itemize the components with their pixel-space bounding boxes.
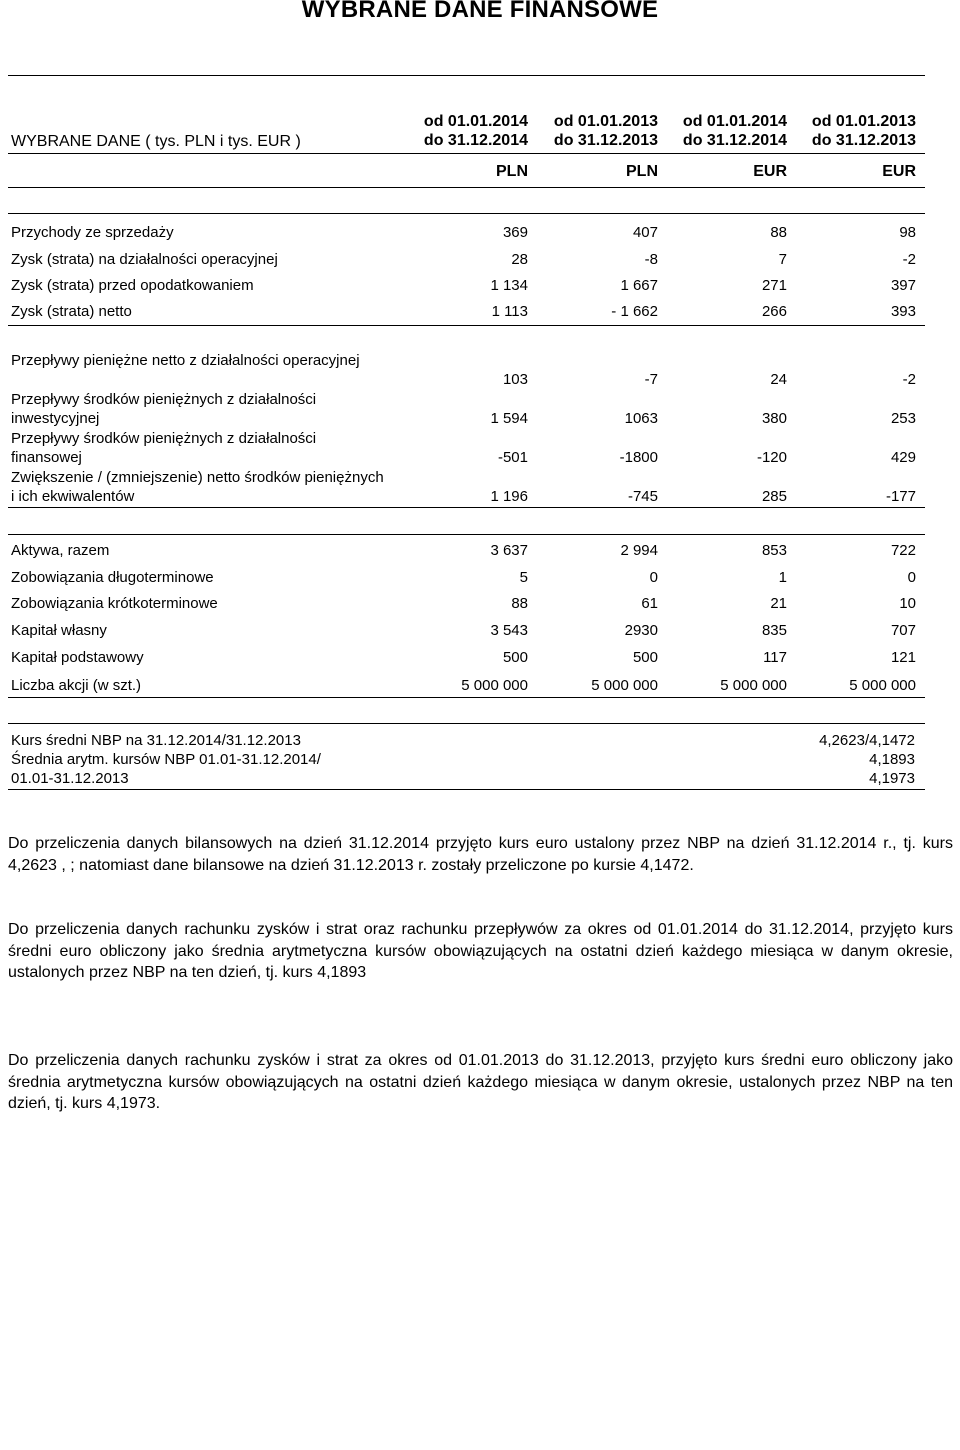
row-label: Zysk (strata) netto (11, 303, 132, 320)
cell-value: 429 (890, 449, 916, 466)
row-label: Przepływy środków pieniężnych z działalności finansowej (11, 430, 317, 466)
cell-value: 103 (502, 371, 528, 388)
cell-value: 117 (763, 649, 787, 666)
cell-value: -2 (902, 371, 916, 388)
table-row (11, 299, 925, 325)
cell-value: 0 (649, 569, 658, 586)
period-from: od 01.01.2014 (423, 113, 528, 130)
divider (8, 187, 925, 188)
divider (8, 507, 925, 508)
cell-value: 24 (770, 371, 787, 388)
row-label: Zobowiązania długoterminowe (11, 569, 214, 586)
rate-label: Kurs średni NBP na 31.12.2014/31.12.2013 (11, 732, 301, 749)
divider (8, 534, 925, 535)
cell-value: 98 (899, 224, 916, 241)
cell-value: 266 (761, 303, 787, 320)
period-header-4 (796, 112, 916, 150)
row-label: Zobowiązania krótkoterminowe (11, 595, 218, 612)
table-row (11, 618, 925, 644)
rate-label: 01.01-31.12.2013 (11, 770, 129, 787)
rate-value: 4,2623/4,1472 (819, 732, 915, 749)
cell-value: 88 (770, 224, 787, 241)
row-label: Kapitał własny (11, 622, 107, 639)
cell-value: 1063 (624, 410, 658, 427)
cell-value: 1 594 (490, 410, 528, 427)
cell-value: 2930 (624, 622, 658, 639)
cell-value: 28 (511, 251, 528, 268)
cell-value: 88 (511, 595, 528, 612)
period-from: od 01.01.2013 (553, 113, 658, 130)
cell-value: 500 (632, 649, 658, 666)
rate-value: 4,1973 (869, 770, 915, 787)
cell-value: 707 (890, 622, 916, 639)
cell-value: 393 (890, 303, 916, 320)
cell-value: 10 (899, 595, 916, 612)
row-label: Kapitał podstawowy (11, 649, 144, 666)
cell-value: 5 000 000 (720, 677, 787, 694)
cell-value: -120 (756, 449, 787, 466)
table-row (11, 390, 925, 430)
cell-value: -1800 (619, 449, 658, 466)
table-row (11, 220, 925, 246)
row-label: Zysk (strata) na działalności operacyjnej (11, 251, 278, 268)
currency-header-3: EUR (753, 163, 787, 180)
table-row (11, 468, 925, 508)
cell-value: 5 000 000 (849, 677, 916, 694)
divider (8, 213, 925, 214)
table-row (11, 247, 925, 273)
period-to: do 31.12.2014 (682, 132, 787, 149)
table-row (11, 591, 925, 617)
divider (8, 697, 925, 698)
period-header-2 (538, 112, 658, 150)
period-to: do 31.12.2013 (553, 132, 658, 149)
divider (8, 153, 925, 154)
row-label: Przepływy pieniężne netto z działalności operacyjnej (11, 352, 360, 369)
row-label: Przychody ze sprzedaży (11, 224, 174, 241)
row-label: Liczba akcji (w szt.) (11, 677, 142, 694)
cell-value: 397 (890, 277, 916, 294)
row-label: Zysk (strata) przed opodatkowaniem (11, 277, 254, 294)
cell-value: 21 (770, 595, 787, 612)
table-row (11, 565, 925, 591)
cell-value: -2 (902, 251, 916, 268)
table-row (11, 351, 925, 391)
rate-value: 4,1893 (869, 751, 915, 768)
cell-value: 1 113 (491, 303, 528, 320)
cell-value: 835 (761, 622, 787, 639)
cell-value: 1 667 (620, 277, 658, 294)
period-header-1 (408, 112, 528, 150)
table-header-label: WYBRANE DANE ( tys. PLN i tys. EUR ) (11, 133, 301, 150)
cell-value: 2 994 (620, 542, 658, 559)
cell-value: 1 196 (490, 488, 528, 505)
table-row (11, 538, 925, 564)
divider (8, 789, 925, 790)
row-label: Zwiększenie / (zmniejszenie) netto środków pieniężnych i ich ekwiwalentów (11, 469, 384, 505)
cell-value: 853 (761, 542, 787, 559)
cell-value: -177 (885, 488, 916, 505)
cell-value: 271 (761, 277, 787, 294)
cell-value: 500 (502, 649, 528, 666)
cell-value: 380 (761, 410, 787, 427)
period-from: od 01.01.2013 (811, 113, 916, 130)
divider (8, 723, 925, 724)
row-label: Przepływy środków pieniężnych z działalności inwestycyjnej (11, 391, 317, 427)
cell-value: 722 (890, 542, 916, 559)
period-header-3 (667, 112, 787, 150)
cell-value: 5 000 000 (461, 677, 528, 694)
cell-value: 5 000 000 (591, 677, 658, 694)
cell-value: 1 134 (490, 277, 528, 294)
cell-value: -7 (644, 371, 658, 388)
table-row (11, 645, 925, 671)
cell-value: - 1 662 (611, 303, 658, 320)
page-title: WYBRANE DANE FINANSOWE (301, 0, 659, 23)
table-row (11, 673, 925, 699)
rate-label: Średnia arytm. kursów NBP 01.01-31.12.2014/ (11, 751, 321, 768)
row-label: Aktywa, razem (11, 542, 110, 559)
currency-header-2: PLN (626, 163, 658, 180)
cell-value: 285 (761, 488, 787, 505)
period-to: do 31.12.2014 (423, 132, 528, 149)
cell-value: 5 (519, 569, 528, 586)
cell-value: 61 (641, 595, 658, 612)
cell-value: -501 (497, 449, 528, 466)
divider (8, 325, 925, 326)
cell-value: 369 (502, 224, 528, 241)
note-paragraph: Do przeliczenia danych rachunku zysków i strat za okres od 01.01.2013 do 31.12.2013, przyjęto kurs średni euro obliczony jako średnia arytmetyczna kursów obowiązujących na ostatni dzień każdego miesiąca w danym okresie, ustalonych przez NBP na ten dzień, tj. kurs 4,1973. (8, 1052, 953, 1112)
table-row (11, 429, 925, 469)
note-paragraph: Do przeliczenia danych rachunku zysków i strat oraz rachunku przepływów za okres od 01.01.2014 do 31.12.2014, przyjęto kurs średni euro obliczony jako średnia arytmetyczna kursów obowiązujących na ostatni dzień każdego miesiąca w danym okresie, ustalonych przez NBP na ten dzień, tj. kurs 4,1893 (8, 921, 953, 981)
period-from: od 01.01.2014 (682, 113, 787, 130)
cell-value: 253 (890, 410, 916, 427)
cell-value: 121 (890, 649, 916, 666)
currency-header-4: EUR (882, 163, 916, 180)
cell-value: -745 (627, 488, 658, 505)
cell-value: 1 (778, 569, 787, 586)
currency-header-1: PLN (496, 163, 528, 180)
cell-value: 3 543 (490, 622, 528, 639)
cell-value: 7 (778, 251, 787, 268)
period-to: do 31.12.2013 (811, 132, 916, 149)
cell-value: 0 (907, 569, 916, 586)
note-paragraph: Do przeliczenia danych bilansowych na dzień 31.12.2014 przyjęto kurs euro ustalony przez NBP na dzień 31.12.2014 r., tj. kurs 4,2623 , ; natomiast dane bilansowe na dzień 31.12.2013 r. zostały przeliczone po kursie 4,1472. (8, 835, 953, 874)
table-row (11, 273, 925, 299)
cell-value: 407 (632, 224, 658, 241)
cell-value: -8 (644, 251, 658, 268)
cell-value: 3 637 (490, 542, 528, 559)
divider (8, 75, 925, 76)
